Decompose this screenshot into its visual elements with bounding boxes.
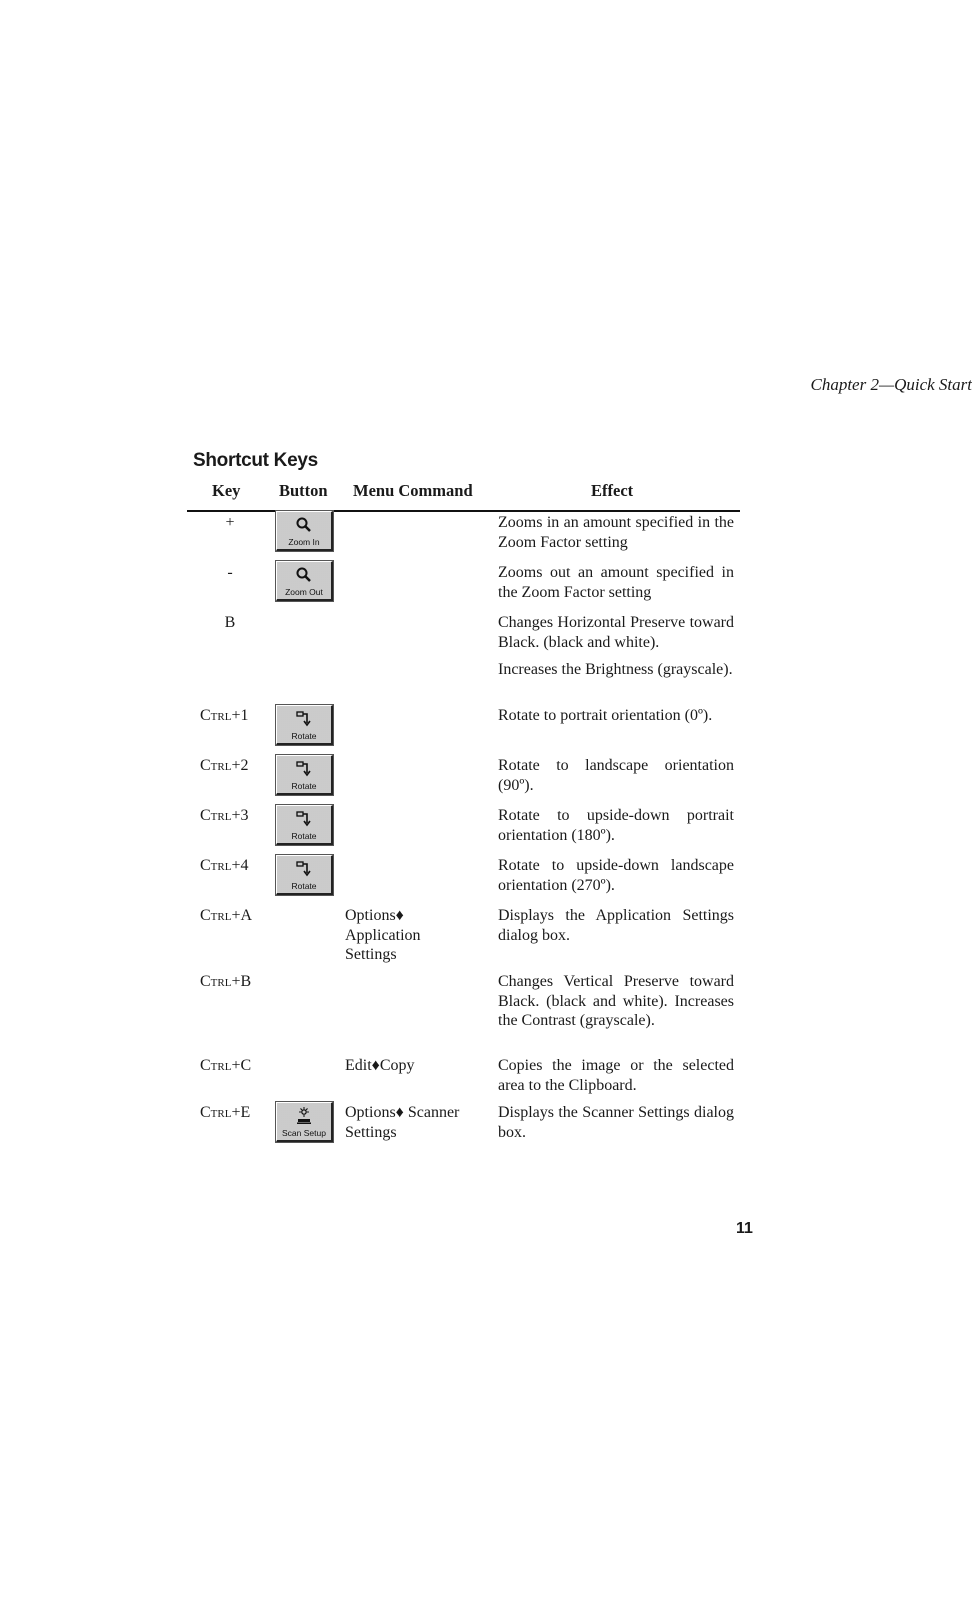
row-effect: Displays the Application Settings dialog box.	[498, 907, 734, 944]
column-header-button: Button	[279, 481, 328, 500]
row-effect: Changes Horizontal Preserve toward Black. (black and white).	[498, 614, 734, 651]
header-rule	[187, 510, 740, 512]
row-key: Ctrl+E	[200, 1104, 251, 1121]
rotate-icon	[277, 758, 331, 780]
button-label: Zoom Out	[285, 587, 323, 597]
row-key: B	[224, 614, 236, 631]
column-header-effect: Effect	[591, 481, 634, 500]
rotate-button[interactable]	[276, 855, 333, 895]
rotate-button[interactable]	[276, 805, 333, 845]
row-effect: Increases the Brightness (grayscale).	[498, 661, 733, 678]
row-effect: Copies the image or the selected area to the Clipboard.	[498, 1057, 734, 1094]
rotate-button[interactable]	[276, 755, 333, 795]
row-menu-command: Edit♦Copy	[345, 1057, 415, 1074]
row-effect: Rotate to upside-down portrait orientation (180º).	[498, 807, 734, 844]
row-effect: Rotate to landscape orientation (90º).	[498, 757, 734, 794]
row-effect: Rotate to portrait orientation (0º).	[498, 707, 713, 724]
zoom-in-button[interactable]	[276, 511, 333, 551]
rotate-icon	[277, 858, 331, 880]
row-key: Ctrl+2	[200, 757, 249, 774]
button-label: Rotate	[291, 881, 317, 891]
row-key: Ctrl+B	[200, 973, 252, 990]
row-menu-command: Options♦ Application Settings	[345, 907, 421, 963]
zoom-out-icon	[277, 564, 331, 586]
rotate-button[interactable]	[276, 705, 333, 745]
button-label: Scan Setup	[282, 1128, 326, 1138]
rotate-icon	[277, 808, 331, 830]
row-key: Ctrl+4	[200, 857, 249, 874]
zoom-in-icon	[277, 514, 331, 536]
row-key: -	[227, 564, 233, 581]
zoom-out-button[interactable]	[276, 561, 333, 601]
row-key: Ctrl+C	[200, 1057, 252, 1074]
button-label: Rotate	[291, 831, 317, 841]
row-effect: Zooms in an amount specified in the Zoom Factor setting	[498, 514, 734, 551]
section-title: Shortcut Keys	[193, 450, 318, 471]
row-key: Ctrl+A	[200, 907, 253, 924]
button-label: Rotate	[291, 731, 317, 741]
row-key: Ctrl+3	[200, 807, 249, 824]
scanner-icon	[277, 1105, 331, 1127]
row-effect: Rotate to upside-down landscape orientation (270º).	[498, 857, 734, 894]
scan-setup-button[interactable]	[276, 1102, 333, 1142]
button-label: Rotate	[291, 781, 317, 791]
row-effect: Zooms out an amount specified in the Zoom Factor setting	[498, 564, 734, 601]
column-header-menu-command: Menu Command	[353, 481, 473, 500]
row-effect: Displays the Scanner Settings dialog box.	[498, 1104, 734, 1141]
column-header-key: Key	[212, 481, 241, 500]
page-number: 11	[736, 1220, 753, 1237]
row-key: +	[225, 514, 235, 531]
row-effect: Changes Vertical Preserve toward Black. (black and white). Increases the Contrast (grayscale).	[498, 973, 734, 1029]
row-key: Ctrl+1	[200, 707, 249, 724]
chapter-header: Chapter 2—Quick Start	[810, 375, 972, 394]
button-label: Zoom In	[288, 537, 320, 547]
rotate-icon	[277, 708, 331, 730]
row-menu-command: Options♦ Scanner Settings	[345, 1104, 460, 1141]
